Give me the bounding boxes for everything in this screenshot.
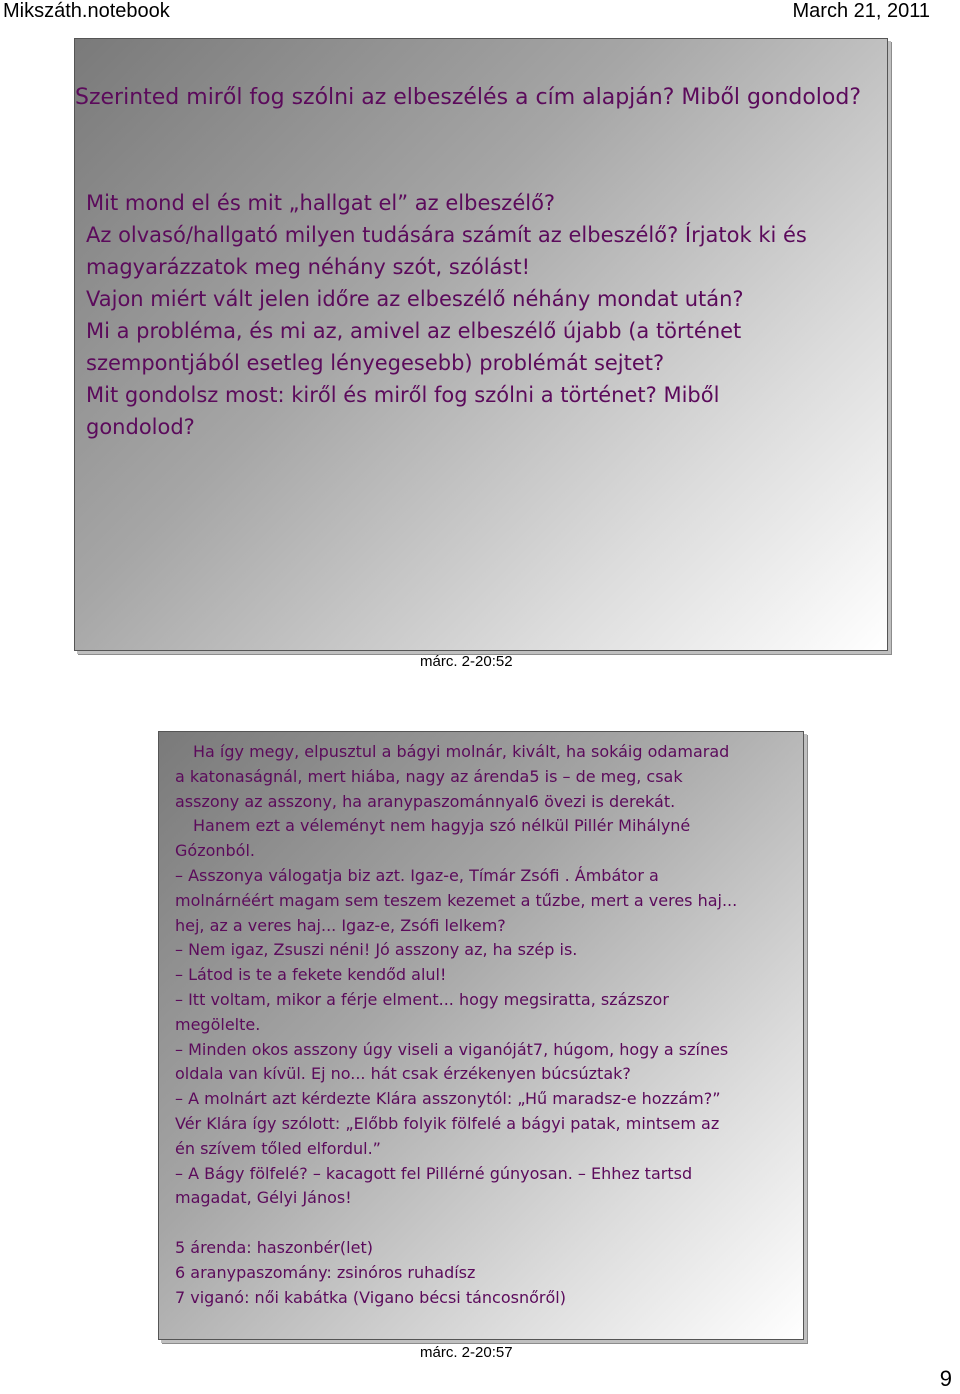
footnote: 5 árenda: haszonbér(let) xyxy=(175,1237,373,1257)
notebook-filename: Mikszáth.notebook xyxy=(3,0,170,22)
question-line: gondolod? xyxy=(86,415,195,439)
excerpt-line: asszony az asszony, ha aranypaszománnyal6 övezi is derekát. xyxy=(175,791,676,811)
excerpt-line: molnárnéért magam sem teszem kezemet a tűzbe, mert a veres haj... xyxy=(175,890,738,910)
excerpt-line: – A Bágy fölfelé? – kacagott fel Pillérné gúnyosan. – Ehhez tartsd xyxy=(175,1163,693,1183)
notebook-date: March 21, 2011 xyxy=(792,0,930,22)
excerpt-line: – A molnárt azt kérdezte Klára asszonytól: „Hű maradsz-e hozzám?” xyxy=(175,1089,721,1109)
slide-title: Szerinted miről fog szólni az elbeszélés a cím alapján? Miből gondolod? xyxy=(75,85,862,110)
excerpt-line: Vér Klára így szólott: „Előbb folyik fölfelé a bágyi patak, mintsem az xyxy=(175,1113,720,1133)
excerpt-line: hej, az a veres haj... Igaz-e, Zsófi lelkem? xyxy=(175,915,506,935)
question-line: Mit mond el és mit „hallgat el” az elbeszélő? xyxy=(86,191,556,215)
excerpt-text xyxy=(175,740,795,1310)
excerpt-line: – Nem igaz, Zsuszi néni! Jó asszony az, ha szép is. xyxy=(175,940,578,960)
excerpt-line: – Asszonya válogatja biz azt. Igaz-e, Tímár Zsófi . Ámbátor a xyxy=(175,865,659,885)
slide-questions xyxy=(74,38,888,651)
excerpt-line: oldala van kívül. Ej no... hát csak érzékenyen búcsúztak? xyxy=(175,1064,631,1084)
slide1-timestamp: márc. 2-20:52 xyxy=(420,653,513,670)
excerpt-line: megölelte. xyxy=(175,1014,261,1034)
slide2-timestamp: márc. 2-20:57 xyxy=(420,1344,513,1361)
excerpt-line: Gózonból. xyxy=(175,841,255,861)
footnote: 7 viganó: női kabátka (Vigano bécsi táncosnőről) xyxy=(175,1287,566,1307)
excerpt-line: én szívem tőled elfordul.” xyxy=(175,1138,381,1158)
excerpt-line: Ha így megy, elpusztul a bágyi molnár, kivált, ha sokáig odamarad xyxy=(193,742,730,761)
question-line: Mi a probléma, és mi az, amivel az elbeszélő újabb (a történet xyxy=(86,319,742,343)
question-list xyxy=(86,187,876,443)
question-line: Vajon miért vált jelen időre az elbeszélő néhány mondat után? xyxy=(86,287,744,311)
question-line: szempontjából esetleg lényegesebb) problémát sejtet? xyxy=(86,351,665,375)
question-line: Mit gondolsz most: kiről és miről fog szólni a történet? Miből xyxy=(86,383,720,407)
excerpt-line: – Itt voltam, mikor a férje elment... hogy megsiratta, százszor xyxy=(175,989,669,1009)
question-line: Az olvasó/hallgató milyen tudására számít az elbeszélő? Írjatok ki és xyxy=(86,223,807,247)
footnote: 6 aranypaszomány: zsinóros ruhadísz xyxy=(175,1262,476,1282)
excerpt-line: – Minden okos asszony úgy viseli a viganóját7, húgom, hogy a színes xyxy=(175,1039,729,1059)
question-line: magyarázzatok meg néhány szót, szólást! xyxy=(86,255,530,279)
excerpt-line: magadat, Gélyi János! xyxy=(175,1188,352,1208)
excerpt-line: – Látod is te a fekete kendőd alul! xyxy=(175,965,447,985)
page-number: 9 xyxy=(939,1366,952,1391)
slide-excerpt xyxy=(158,731,804,1340)
excerpt-line: Hanem ezt a véleményt nem hagyja szó nélkül Pillér Mihályné xyxy=(193,816,691,836)
excerpt-line: a katonaságnál, mert hiába, nagy az árenda5 is – de meg, csak xyxy=(175,766,683,786)
